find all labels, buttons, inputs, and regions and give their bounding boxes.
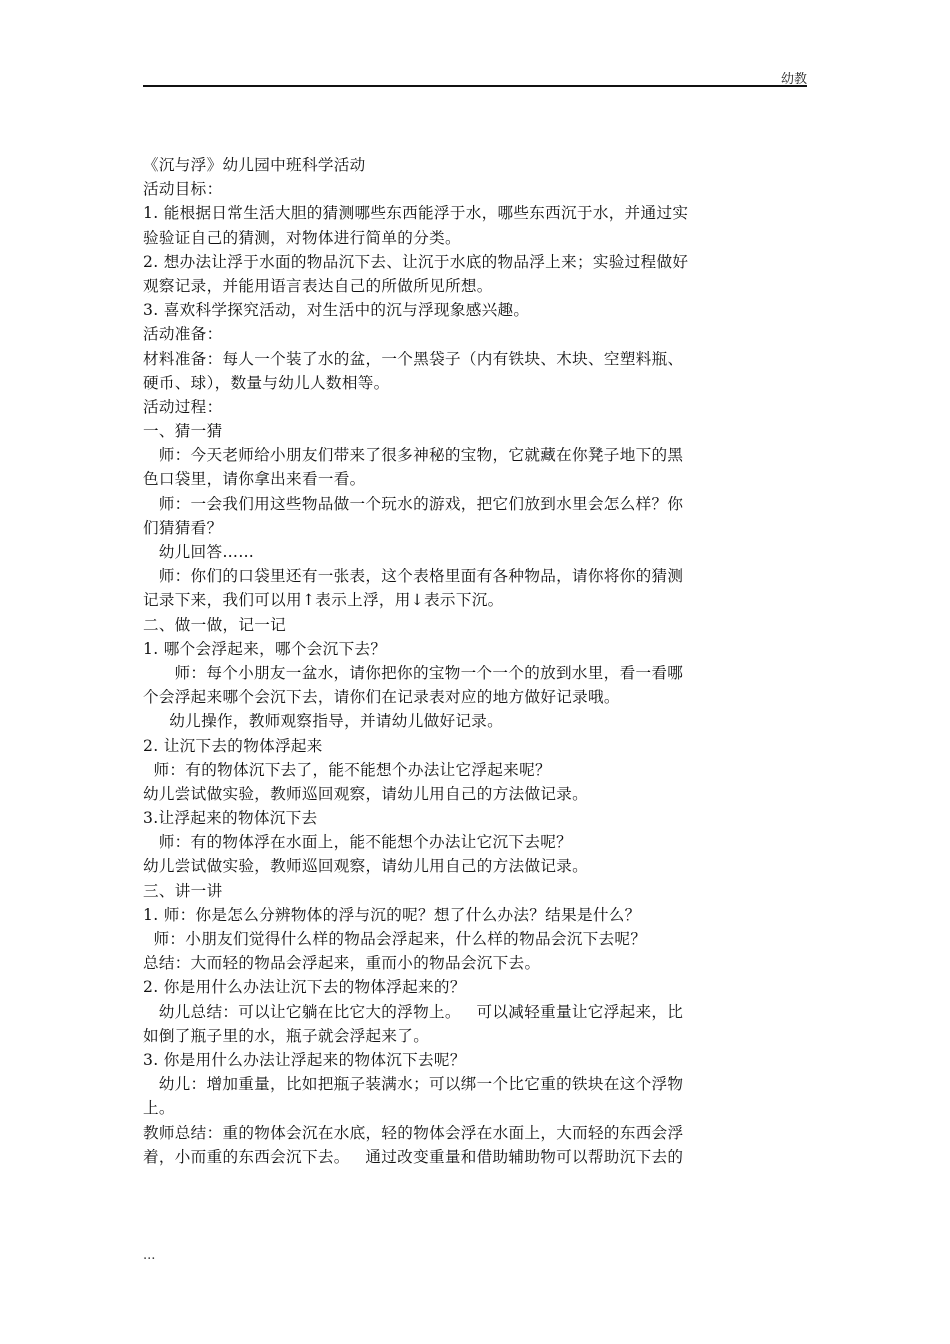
text-line: 一、猜一猜: [143, 422, 223, 441]
header-label: 幼教: [780, 72, 807, 87]
text-line: 3. 喜欢科学探究活动，对生活中的沉与浮现象感兴趣。: [143, 301, 530, 320]
text-line: 如倒了瓶子里的水，瓶子就会浮起来了。: [143, 1026, 430, 1045]
text-line: 3.让浮起来的物体沉下去: [143, 809, 318, 828]
text-line: 硬币、球），数量与幼儿人数相等。: [143, 373, 390, 392]
header-divider: [143, 85, 807, 87]
text-line: 幼儿尝试做实验，教师巡回观察，请幼儿用自己的方法做记录。: [143, 857, 589, 876]
text-line: 色口袋里，请你拿出来看一看。: [143, 470, 366, 489]
text-line: 验验证自己的猜测，对物体进行简单的分类。: [143, 228, 461, 247]
text-line: 观察记录，并能用语言表达自己的所做所见所想。: [143, 276, 493, 295]
text-line: 1. 能根据日常生活大胆的猜测哪些东西能浮于水，哪些东西沉于水，并通过实: [143, 204, 689, 223]
text-line: 师：你们的口袋里还有一张表，这个表格里面有各种物品，请你将你的猜测: [143, 567, 684, 586]
text-line: 1. 师：你是怎么分辨物体的浮与沉的呢？想了什么办法？结果是什么？: [143, 905, 641, 924]
text-line: 《沉与浮》幼儿园中班科学活动: [143, 156, 366, 174]
text-line: 们猜猜看？: [143, 518, 223, 537]
text-line: 三、讲一讲: [143, 881, 223, 900]
text-line: 幼儿操作，教师观察指导，并请幼儿做好记录。: [143, 712, 504, 731]
text-line: 幼儿尝试做实验，教师巡回观察，请幼儿用自己的方法做记录。: [143, 784, 589, 803]
text-line: 师：每个小朋友一盆水，请你把你的宝物一个一个的放到水里，看一看哪: [143, 663, 684, 682]
text-line: 2. 想办法让浮于水面的物品沉下去、让沉于水底的物品浮上来；实验过程做好: [143, 252, 689, 271]
text-line: 1. 哪个会浮起来，哪个会沉下去？: [143, 639, 387, 658]
text-line: 3. 你是用什么办法让浮起来的物体沉下去呢？: [143, 1050, 466, 1069]
text-line: 教师总结：重的物体会沉在水底，轻的物体会浮在水面上，大而轻的东西会浮: [143, 1123, 684, 1142]
text-line: 上。: [143, 1099, 175, 1118]
text-line: 师：小朋友们觉得什么样的物品会浮起来，什么样的物品会沉下去呢？: [143, 930, 647, 948]
text-line: 师：今天老师给小朋友们带来了很多神秘的宝物，它就藏在你凳子地下的黑: [143, 446, 684, 465]
text-line: 总结：大而轻的物品会浮起来，重而小的物品会沉下去。: [143, 954, 541, 973]
text-line: 材料准备：每人一个装了水的盆，一个黑袋子（内有铁块、木块、空塑料瓶、: [143, 349, 684, 368]
text-line: 个会浮起来哪个会沉下去，请你们在记录表对应的地方做好记录哦。: [143, 688, 620, 707]
text-line: 幼儿回答……: [143, 543, 255, 561]
text-line: 幼儿：增加重量，比如把瓶子装满水；可以绑一个比它重的铁块在这个浮物: [143, 1075, 684, 1094]
text-line: 活动过程：: [143, 397, 223, 416]
text-line: 活动准备：: [143, 325, 223, 344]
text-line: 记录下来，我们可以用↑表示上浮，用↓表示下沉。: [143, 591, 504, 610]
text-line: 2. 让沉下去的物体浮起来: [143, 736, 323, 755]
text-line: 幼儿总结：可以让它躺在比它大的浮物上。 可以减轻重量让它浮起来，比: [143, 1002, 684, 1021]
text-line: 二、做一做，记一记: [143, 615, 287, 634]
document-body: [143, 153, 809, 1169]
text-line: 活动目标：: [143, 180, 223, 199]
text-line: 师：有的物体浮在水面上，能不能想个办法让它沉下去呢？: [143, 833, 573, 852]
footer-mark: ...: [143, 1248, 156, 1263]
text-line: 师：有的物体沉下去了，能不能想个办法让它浮起来呢？: [143, 760, 551, 779]
text-line: 2. 你是用什么办法让沉下去的物体浮起来的？: [143, 978, 466, 997]
text-line: 着，小而重的东西会沉下去。 通过改变重量和借助辅助物可以帮助沉下去的: [143, 1147, 684, 1166]
text-line: 师：一会我们用这些物品做一个玩水的游戏，把它们放到水里会怎么样？你: [143, 494, 684, 513]
